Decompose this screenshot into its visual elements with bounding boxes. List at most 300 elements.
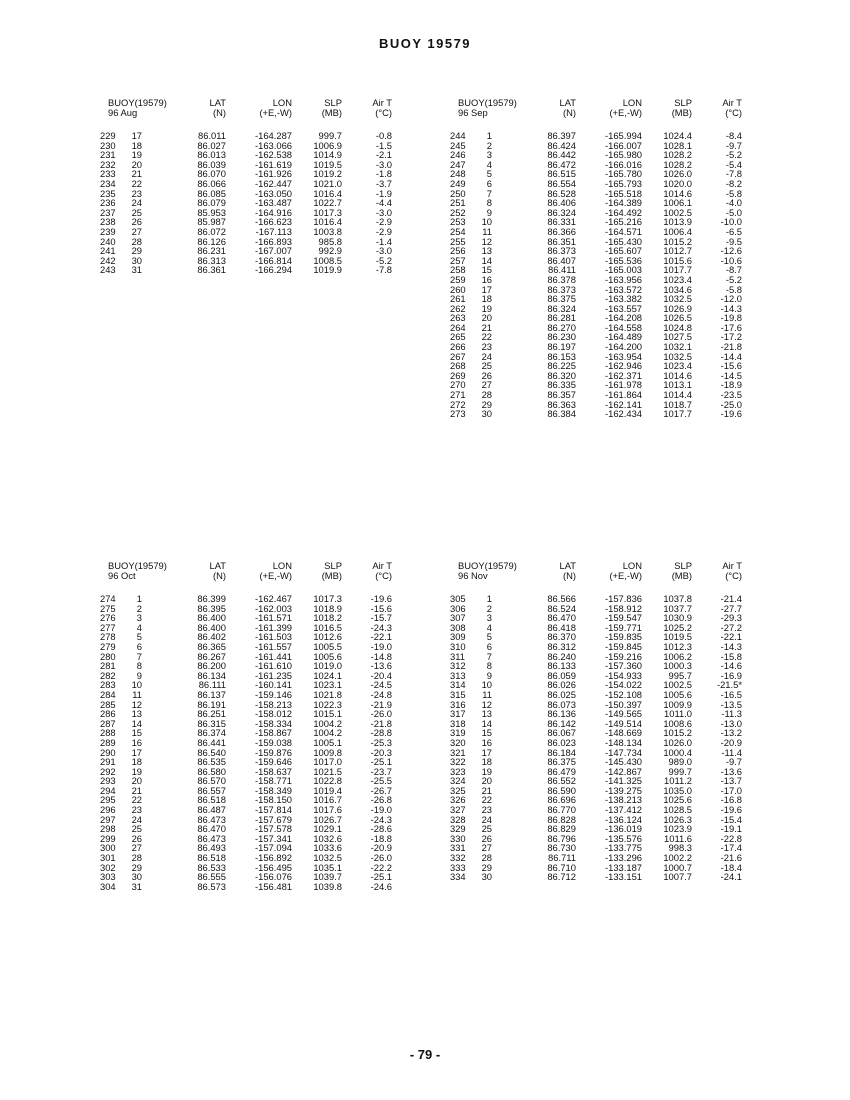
day-of-year-cell: 311 — [450, 650, 465, 662]
buoy-header: BUOY(19579) — [458, 97, 517, 108]
air-temp-cell: -27.2 — [720, 621, 742, 633]
day-of-year-cell: 293 — [100, 775, 116, 787]
buoy-header: BUOY(19579) — [458, 560, 517, 571]
lat-unit: (N) — [212, 107, 226, 118]
slp-cell: 1008.5 — [313, 254, 342, 266]
lon-cell: -162.003 — [254, 602, 292, 614]
slp-cell: 1018.7 — [663, 398, 692, 410]
lat-cell: 86.366 — [547, 225, 576, 237]
lat-cell: 86.378 — [547, 273, 576, 285]
lat-cell: 86.580 — [197, 765, 226, 777]
day-of-year-cell: 313 — [450, 669, 466, 681]
slp-cell: 999.7 — [668, 765, 692, 777]
day-of-year-cell: 271 — [450, 389, 466, 401]
slp-cell: 1032.5 — [663, 350, 692, 362]
day-of-year-cell: 230 — [100, 139, 116, 151]
day-of-year-cell: 328 — [450, 813, 466, 825]
lon-cell: -166.893 — [254, 235, 292, 247]
day-of-month-cell: 19 — [131, 765, 142, 777]
lat-cell: 86.411 — [548, 264, 576, 276]
slp-cell: 1026.7 — [313, 813, 342, 825]
day-of-year-cell: 257 — [450, 254, 466, 266]
air-temp-cell: -22.1 — [370, 631, 392, 643]
slp-unit: (MB) — [321, 570, 342, 581]
day-of-month-cell: 27 — [131, 842, 142, 854]
lat-cell: 86.137 — [197, 688, 226, 700]
lon-cell: -163.382 — [604, 293, 642, 305]
lon-cell: -165.780 — [604, 168, 642, 180]
day-of-year-cell: 327 — [450, 804, 466, 816]
slp-cell: 1039.7 — [313, 871, 342, 883]
day-of-month-cell: 25 — [481, 360, 492, 372]
air-temp-cell: -25.0 — [720, 398, 742, 410]
table-header — [100, 561, 445, 585]
air-temp-cell: -9.7 — [725, 756, 742, 768]
air-temp-cell: -25.1 — [370, 756, 392, 768]
slp-cell: 1016.5 — [313, 621, 342, 633]
day-of-year-cell: 242 — [100, 254, 116, 266]
lat-cell: 86.281 — [547, 312, 576, 324]
day-of-year-cell: 319 — [450, 727, 466, 739]
lon-cell: -159.771 — [604, 621, 642, 633]
air-temp-cell: -9.7 — [725, 139, 742, 151]
day-of-month-cell: 21 — [481, 784, 492, 796]
air-temp-cell: -14.6 — [720, 660, 742, 672]
slp-cell: 1032.5 — [663, 293, 692, 305]
slp-cell: 1016.4 — [313, 187, 342, 199]
lat-cell: 86.373 — [547, 283, 576, 295]
slp-cell: 1033.6 — [313, 842, 342, 854]
slp-cell: 1026.0 — [663, 736, 692, 748]
slp-cell: 1019.0 — [313, 660, 342, 672]
lon-cell: -158.867 — [254, 727, 292, 739]
lat-cell: 86.470 — [547, 612, 576, 624]
lon-cell: -141.325 — [604, 775, 642, 787]
day-of-year-cell: 288 — [100, 727, 116, 739]
air-temp-cell: -24.8 — [370, 688, 392, 700]
day-of-year-cell: 248 — [450, 168, 466, 180]
lat-cell: 86.399 — [197, 593, 226, 604]
day-of-year-cell: 282 — [100, 669, 116, 681]
air-temp-cell: -9.5 — [725, 235, 742, 247]
slp-cell: 1002.5 — [663, 206, 692, 218]
buoy-header: BUOY(19579) — [108, 97, 167, 108]
slp-cell: 1028.2 — [663, 158, 692, 170]
data-table-aug — [100, 97, 445, 276]
slp-cell: 1019.4 — [313, 784, 342, 796]
slp-cell: 1002.2 — [663, 852, 692, 864]
lon-cell: -158.150 — [254, 794, 292, 806]
lon-cell: -163.572 — [604, 283, 642, 295]
air-temp-cell: -26.0 — [370, 852, 392, 864]
lon-cell: -165.793 — [604, 177, 642, 189]
lon-cell: -159.835 — [604, 631, 642, 643]
lat-cell: 86.418 — [547, 621, 576, 633]
day-of-month-cell: 1 — [486, 130, 492, 141]
lon-cell: -167.113 — [255, 225, 292, 237]
day-of-month-cell: 11 — [132, 688, 142, 700]
lat-cell: 86.191 — [197, 698, 226, 710]
air-temp-cell: -19.6 — [720, 408, 742, 420]
air-temp-cell: -15.6 — [370, 602, 392, 614]
lon-cell: -164.916 — [254, 206, 292, 218]
day-of-year-cell: 316 — [450, 698, 466, 710]
slp-cell: 998.3 — [668, 842, 692, 854]
day-of-year-cell: 266 — [450, 341, 466, 353]
day-of-year-cell: 278 — [100, 631, 116, 643]
lat-cell: 86.231 — [197, 245, 226, 257]
day-of-month-cell: 2 — [486, 602, 492, 614]
day-of-month-cell: 6 — [486, 640, 492, 652]
lon-cell: -136.124 — [604, 813, 642, 825]
day-of-year-cell: 264 — [450, 321, 466, 333]
air-temp-cell: -22.8 — [720, 832, 742, 844]
lat-cell: 86.142 — [547, 717, 576, 729]
slp-cell: 1006.4 — [663, 225, 692, 237]
air-temp-cell: -28.6 — [370, 823, 392, 835]
lon-cell: -158.771 — [254, 775, 292, 787]
lat-cell: 86.066 — [197, 177, 226, 189]
day-of-month-cell: 25 — [481, 823, 492, 835]
day-of-year-cell: 233 — [100, 168, 116, 180]
lat-cell: 86.025 — [547, 688, 576, 700]
lat-cell: 86.397 — [547, 130, 576, 141]
day-of-month-cell: 12 — [481, 698, 492, 710]
lon-cell: -161.571 — [254, 612, 292, 624]
air-temp-cell: -20.3 — [370, 746, 392, 758]
day-of-year-cell: 265 — [450, 331, 466, 343]
day-of-month-cell: 10 — [481, 216, 492, 228]
lat-cell: 86.153 — [547, 350, 576, 362]
slp-cell: 1000.7 — [663, 861, 692, 873]
lat-cell: 86.518 — [197, 794, 226, 806]
lon-cell: -157.360 — [604, 660, 642, 672]
month-label: 96 Oct — [108, 570, 136, 581]
lat-cell: 86.796 — [547, 832, 576, 844]
day-of-month-cell: 22 — [481, 331, 492, 343]
day-of-month-cell: 12 — [131, 698, 142, 710]
slp-cell: 1002.5 — [663, 679, 692, 691]
table-header — [450, 98, 795, 122]
lon-cell: -138.213 — [604, 794, 642, 806]
slp-cell: 1026.9 — [663, 302, 692, 314]
lat-cell: 86.441 — [197, 736, 226, 748]
day-of-year-cell: 241 — [100, 245, 116, 257]
air-temp-cell: -15.8 — [720, 650, 742, 662]
lon-cell: -165.430 — [604, 235, 642, 247]
lat-cell: 86.059 — [547, 669, 576, 681]
lon-cell: -158.334 — [254, 717, 292, 729]
slp-cell: 1006.2 — [663, 650, 692, 662]
lat-cell: 86.197 — [547, 341, 576, 353]
lat-cell: 86.079 — [197, 197, 226, 209]
day-of-month-cell: 13 — [481, 708, 492, 720]
slp-cell: 1006.1 — [663, 197, 692, 209]
day-of-month-cell: 2 — [486, 139, 492, 151]
lon-cell: -161.619 — [254, 158, 292, 170]
lat-cell: 86.374 — [197, 727, 226, 739]
slp-cell: 1014.4 — [663, 389, 692, 401]
slp-cell: 1012.7 — [663, 245, 692, 257]
slp-unit: (MB) — [671, 570, 692, 581]
lat-cell: 86.730 — [547, 842, 576, 854]
lat-cell: 86.473 — [197, 832, 226, 844]
lat-cell: 86.479 — [547, 765, 576, 777]
lat-cell: 86.535 — [197, 756, 226, 768]
air-temp-cell: -12.0 — [720, 293, 742, 305]
lon-cell: -163.050 — [254, 187, 292, 199]
lon-cell: -156.892 — [254, 852, 292, 864]
day-of-year-cell: 290 — [100, 746, 116, 758]
slp-cell: 1026.5 — [663, 312, 692, 324]
lon-cell: -163.066 — [254, 139, 292, 151]
lon-unit: (+E,-W) — [259, 570, 292, 581]
slp-cell: 1030.9 — [663, 612, 692, 624]
slp-cell: 1026.3 — [663, 813, 692, 825]
air-temp-cell: -17.2 — [720, 331, 742, 343]
lon-cell: -166.294 — [254, 264, 292, 276]
day-of-month-cell: 16 — [481, 736, 492, 748]
data-table-nov — [450, 560, 795, 883]
day-of-month-cell: 8 — [136, 660, 142, 672]
air-temp-cell: -21.8 — [370, 717, 392, 729]
day-of-month-cell: 24 — [131, 813, 142, 825]
day-of-year-cell: 310 — [450, 640, 466, 652]
page-title: BUOY 19579 — [378, 36, 472, 51]
lon-cell: -137.412 — [604, 804, 642, 816]
air-temp-cell: -5.0 — [725, 206, 742, 218]
day-of-month-cell: 23 — [131, 804, 142, 816]
slp-cell: 1011.0 — [664, 708, 692, 720]
lat-cell: 86.487 — [197, 804, 226, 816]
day-of-year-cell: 296 — [100, 804, 116, 816]
lat-header: LAT — [559, 97, 576, 108]
slp-cell: 1017.3 — [313, 206, 342, 218]
day-of-month-cell: 3 — [486, 612, 492, 624]
lat-header: LAT — [209, 560, 226, 571]
air-temp-cell: -13.6 — [720, 765, 742, 777]
lon-unit: (+E,-W) — [259, 107, 292, 118]
lon-cell: -164.389 — [604, 197, 642, 209]
lon-cell: -148.669 — [604, 727, 642, 739]
slp-cell: 1017.7 — [663, 408, 692, 420]
slp-unit: (MB) — [671, 107, 692, 118]
lat-cell: 86.524 — [547, 602, 576, 614]
lat-cell: 86.230 — [547, 331, 576, 343]
lat-cell: 86.570 — [197, 775, 226, 787]
slp-cell: 1032.6 — [313, 832, 342, 844]
air-temp-cell: -3.0 — [375, 158, 392, 170]
slp-cell: 1035.1 — [313, 861, 342, 873]
day-of-month-cell: 27 — [131, 225, 142, 237]
lon-cell: -162.141 — [604, 398, 642, 410]
day-of-year-cell: 249 — [450, 177, 466, 189]
air-temp-cell: -20.9 — [720, 736, 742, 748]
day-of-month-cell: 3 — [486, 149, 492, 161]
day-of-year-cell: 253 — [450, 216, 466, 228]
day-of-year-cell: 251 — [450, 197, 466, 209]
lon-cell: -164.558 — [604, 321, 642, 333]
lon-cell: -158.349 — [254, 784, 292, 796]
air-temp-cell: -16.8 — [720, 794, 742, 806]
lon-cell: -160.141 — [254, 679, 292, 691]
lon-cell: -154.022 — [604, 679, 642, 691]
air-temp-cell: -1.8 — [375, 168, 392, 180]
lat-cell: 86.023 — [547, 736, 576, 748]
day-of-year-cell: 297 — [100, 813, 116, 825]
air-temp-cell: -19.6 — [720, 804, 742, 816]
slp-cell: 1014.6 — [663, 369, 692, 381]
lat-cell: 86.072 — [197, 225, 226, 237]
table-row — [450, 872, 795, 882]
slp-header: SLP — [324, 97, 342, 108]
day-of-month-cell: 30 — [481, 871, 492, 883]
lon-cell: -162.371 — [604, 369, 642, 381]
air-temp-cell: -5.2 — [375, 254, 392, 266]
day-of-year-cell: 309 — [450, 631, 466, 643]
day-of-month-cell: 19 — [481, 765, 492, 777]
slp-cell: 1007.7 — [663, 871, 692, 883]
lon-cell: -158.637 — [254, 765, 292, 777]
lat-cell: 86.710 — [547, 861, 576, 873]
slp-cell: 1012.3 — [663, 640, 692, 652]
lat-cell: 86.070 — [197, 168, 226, 180]
day-of-month-cell: 14 — [481, 254, 492, 266]
day-of-year-cell: 299 — [100, 832, 116, 844]
lat-cell: 86.493 — [197, 842, 226, 854]
day-of-month-cell: 17 — [481, 283, 492, 295]
table-body — [100, 594, 445, 891]
lat-cell: 86.373 — [547, 245, 576, 257]
day-of-month-cell: 6 — [486, 177, 492, 189]
slp-cell: 1006.9 — [313, 139, 342, 151]
lat-unit: (N) — [562, 107, 576, 118]
day-of-year-cell: 312 — [450, 660, 466, 672]
air-temp-header: Air T — [372, 560, 392, 571]
day-of-month-cell: 19 — [481, 302, 492, 314]
slp-cell: 1025.2 — [663, 621, 692, 633]
lon-cell: -161.235 — [254, 669, 292, 681]
lat-cell: 86.590 — [547, 784, 576, 796]
day-of-month-cell: 30 — [481, 408, 492, 420]
air-temp-cell: -14.3 — [720, 302, 742, 314]
slp-cell: 1021.0 — [313, 177, 342, 189]
lat-cell: 86.085 — [197, 187, 226, 199]
table-row — [450, 409, 795, 419]
air-temp-cell: -19.8 — [720, 312, 742, 324]
day-of-year-cell: 273 — [450, 408, 466, 420]
day-of-month-cell: 26 — [131, 216, 142, 228]
day-of-year-cell: 267 — [450, 350, 466, 362]
lon-header: LON — [622, 97, 642, 108]
slp-cell: 1013.9 — [663, 216, 692, 228]
air-temp-cell: -3.0 — [375, 206, 392, 218]
lat-cell: 86.067 — [547, 727, 576, 739]
day-of-year-cell: 331 — [450, 842, 466, 854]
day-of-year-cell: 321 — [450, 746, 466, 758]
day-of-year-cell: 255 — [450, 235, 466, 247]
lon-cell: -161.610 — [254, 660, 292, 672]
lat-header: LAT — [559, 560, 576, 571]
day-of-month-cell: 23 — [131, 187, 142, 199]
air-temp-cell: -2.9 — [375, 216, 392, 228]
day-of-month-cell: 10 — [481, 679, 492, 691]
day-of-month-cell: 3 — [136, 612, 142, 624]
lat-cell: 86.363 — [547, 398, 576, 410]
day-of-month-cell: 8 — [486, 660, 492, 672]
day-of-year-cell: 245 — [450, 139, 466, 151]
air-temp-cell: -3.0 — [375, 245, 392, 257]
day-of-month-cell: 2 — [136, 602, 142, 614]
air-temp-cell: -19.0 — [370, 804, 392, 816]
day-of-year-cell: 276 — [100, 612, 116, 624]
day-of-year-cell: 307 — [450, 612, 466, 624]
slp-cell: 1004.2 — [313, 717, 342, 729]
lon-cell: -149.514 — [604, 717, 642, 729]
lon-cell: -161.557 — [254, 640, 292, 652]
day-of-year-cell: 295 — [100, 794, 116, 806]
slp-cell: 1019.5 — [313, 158, 342, 170]
slp-cell: 1021.8 — [313, 688, 342, 700]
lon-cell: -162.434 — [604, 408, 642, 420]
lat-cell: 86.533 — [197, 861, 226, 873]
day-of-year-cell: 236 — [100, 197, 116, 209]
day-of-month-cell: 18 — [131, 139, 142, 151]
lon-cell: -133.187 — [604, 861, 642, 873]
day-of-month-cell: 25 — [131, 206, 142, 218]
air-temp-cell: -21.4 — [720, 593, 742, 604]
air-temp-cell: -5.2 — [725, 149, 742, 161]
lon-cell: -161.978 — [604, 379, 642, 391]
lat-cell: 86.315 — [197, 717, 226, 729]
day-of-year-cell: 259 — [450, 273, 466, 285]
air-temp-cell: -24.3 — [370, 813, 392, 825]
day-of-year-cell: 234 — [100, 177, 116, 189]
day-of-month-cell: 17 — [131, 746, 142, 758]
lon-cell: -133.296 — [604, 852, 642, 864]
slp-cell: 1037.7 — [663, 602, 692, 614]
air-temp-cell: -16.5 — [720, 688, 742, 700]
air-temp-cell: -23.7 — [370, 765, 392, 777]
day-of-year-cell: 304 — [100, 880, 116, 892]
air-temp-cell: -18.8 — [370, 832, 392, 844]
day-of-month-cell: 15 — [481, 264, 492, 276]
slp-cell: 1039.8 — [313, 880, 342, 892]
air-temp-cell: -13.2 — [720, 727, 742, 739]
day-of-month-cell: 5 — [136, 631, 142, 643]
day-of-month-cell: 13 — [131, 708, 142, 720]
table-header — [450, 561, 795, 585]
lat-cell: 86.270 — [547, 321, 576, 333]
lat-cell: 86.313 — [197, 254, 226, 266]
day-of-month-cell: 29 — [131, 245, 142, 257]
slp-cell: 1005.1 — [313, 736, 342, 748]
day-of-month-cell: 28 — [131, 235, 142, 247]
air-temp-cell: -5.4 — [725, 158, 742, 170]
lon-cell: -158.012 — [254, 708, 292, 720]
air-temp-cell: -24.3 — [370, 621, 392, 633]
lon-cell: -154.933 — [604, 669, 642, 681]
lon-cell: -159.216 — [604, 650, 642, 662]
air-temp-cell: -24.5 — [370, 679, 392, 691]
lon-cell: -165.607 — [604, 245, 642, 257]
lon-cell: -135.576 — [604, 832, 642, 844]
day-of-year-cell: 292 — [100, 765, 116, 777]
air-temp-cell: -19.0 — [370, 640, 392, 652]
air-temp-cell: -1.5 — [375, 139, 392, 151]
slp-header: SLP — [324, 560, 342, 571]
lat-cell: 86.357 — [547, 389, 576, 401]
